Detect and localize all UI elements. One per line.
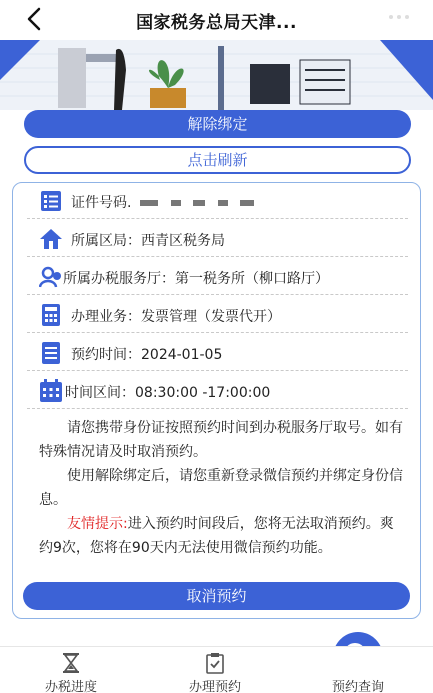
notice-paragraph-1: 请您携带身份证按照预约时间到办税服务厅取号。如有特殊情况请及时取消预约。	[39, 420, 403, 460]
header-bar	[0, 0, 433, 40]
row-appointment-date: 预约时间：2024-01-05	[27, 335, 408, 371]
notice-text	[39, 416, 405, 560]
warning-text: 进入预约时间段后，您将无法取消预约。爽约9次，您将在90天内无法使用微信预约功能。	[39, 516, 394, 556]
district-value: 西青区税务局	[141, 233, 225, 249]
refresh-button[interactable]: 点击刷新	[24, 146, 411, 174]
notice-paragraph-3	[39, 512, 405, 560]
document-icon	[39, 341, 63, 365]
time-label: 时间区间	[65, 385, 121, 401]
id-card-icon	[39, 189, 63, 213]
tab-query[interactable]	[303, 647, 413, 693]
row-time-range: 时间区间：08:30:00 -17:00:00	[27, 373, 408, 409]
row-business: 办理业务：发票管理（发票代开）	[27, 297, 408, 333]
masked-value	[171, 200, 181, 206]
time-value: 08:30:00 -17:00:00	[135, 385, 271, 401]
warning-label: 友情提示:	[67, 516, 128, 532]
masked-value	[193, 200, 205, 206]
service-staff-icon	[39, 265, 63, 289]
notice-paragraph-2: 使用解除绑定后，请您重新登录微信预约并绑定身份信息。	[39, 468, 403, 508]
tab-progress-label: 办税进度	[44, 680, 97, 693]
cancel-appointment-button[interactable]: 取消预约	[23, 582, 410, 610]
id-number-label: 证件号码	[71, 195, 127, 211]
date-value: 2024-01-05	[141, 347, 223, 363]
hourglass-icon	[60, 652, 82, 674]
masked-value	[140, 200, 158, 206]
hall-label: 所属办税服务厅	[63, 271, 161, 287]
calculator-icon	[39, 303, 63, 327]
tab-appointment[interactable]	[160, 647, 270, 693]
unbind-button[interactable]: 解除绑定	[24, 110, 411, 138]
row-id-number: 证件号码.	[27, 183, 408, 219]
calendar-icon	[39, 379, 63, 403]
banner-illustration	[0, 40, 433, 110]
masked-value	[218, 200, 228, 206]
date-label: 预约时间	[71, 347, 127, 363]
clipboard-check-icon	[204, 652, 226, 674]
row-service-hall: 所属办税服务厅：第一税务所（柳口路厅）	[27, 259, 408, 295]
business-value: 发票管理（发票代开）	[141, 309, 281, 325]
more-icon[interactable]	[387, 10, 411, 24]
page-title: 国家税务总局天津...	[136, 13, 297, 33]
district-label: 所属区局	[71, 233, 127, 249]
bottom-tab-bar	[0, 646, 433, 693]
appointment-card	[12, 182, 421, 619]
tab-query-label: 预约查询	[331, 680, 384, 693]
masked-value	[240, 200, 254, 206]
tab-progress[interactable]	[16, 647, 126, 693]
row-district: 所属区局：西青区税务局	[27, 221, 408, 257]
home-icon	[39, 227, 63, 251]
tab-appointment-label: 办理预约	[188, 680, 241, 693]
business-label: 办理业务	[71, 309, 127, 325]
hall-value: 第一税务所（柳口路厅）	[175, 271, 329, 287]
